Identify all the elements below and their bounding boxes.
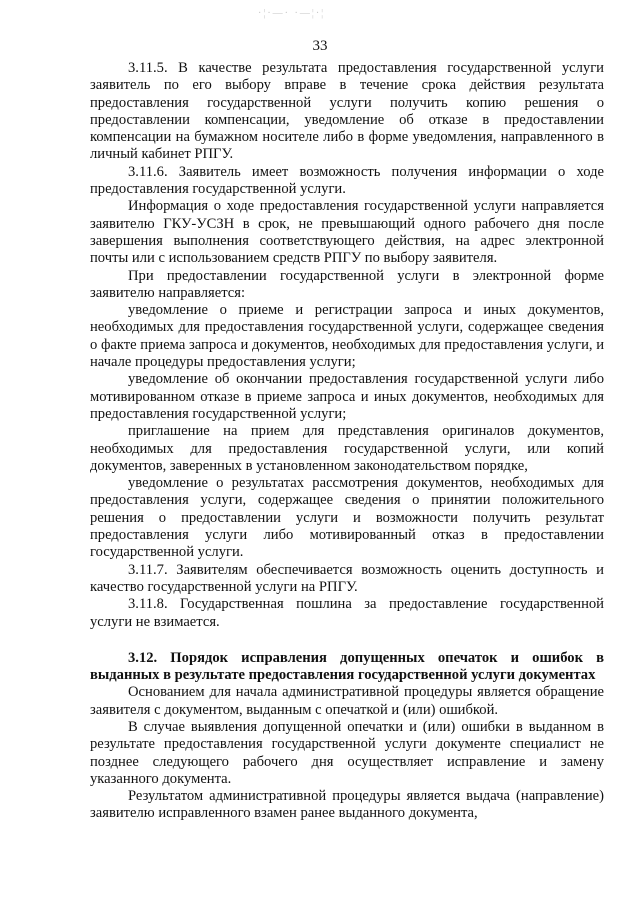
paragraph-3-11-6: 3.11.6. Заявитель имеет возможность получения информации о ходе предоставления государственной услуги. bbox=[90, 163, 604, 198]
list-item-review-results-notice: уведомление о результатах рассмотрения документов, необходимых для предоставления услуги, содержащее сведения о принятии положительного решения о предоставлении услуги и возможности получить результат предоставления услуги либо мотивированный отказ в предоставлении государственной услуги. bbox=[90, 475, 604, 561]
paragraph-info-progress: Информация о ходе предоставления государственной услуги направляется заявителю ГКУ-УСЗН в срок, не превышающий одного рабочего дня после завершения выполнения соответствующего действия, на адрес электронной почты или с использованием средств РПГУ по выбору заявителя. bbox=[90, 198, 604, 267]
paragraph-procedure-result: Результатом административной процедуры является выдача (направление) заявителю исправленного взамен ранее выданного документа, bbox=[90, 788, 604, 822]
list-item-appointment-invitation: приглашение на прием для представления оригиналов документов, необходимых для предоставления государственной услуги, или копий документов, заверенных в установленном законодательством порядке, bbox=[90, 423, 604, 474]
paragraph-electronic-form: При предоставлении государственной услуги в электронной форме заявителю направляется: bbox=[90, 267, 604, 301]
list-item-receipt-notice: уведомление о приеме и регистрации запроса и иных документов, необходимых для предоставления государственной услуги, содержащее сведения о факте приема запроса и документов, необходимых для предоставления услуги, и начале процедуры предоставления услуги; bbox=[90, 302, 604, 371]
paragraph-error-correction: В случае выявления допущенной опечатки и (или) ошибки в выданном в результате предоставления государственной услуги документе специалист не позднее следующего рабочего дня осуществляет исправление и замену указанного документа. bbox=[90, 718, 604, 787]
paragraph-3-11-5: 3.11.5. В качестве результата предоставления государственной услуги заявитель по его выбору вправе в течение срока действия результата предоставления государственной услуги получить копию решения о предоставлении компенсации, уведомление об отказе в предоставлении компенсации на бумажном носителе либо в форме уведомления, направленного в личный кабинет РПГУ. bbox=[90, 60, 604, 163]
faint-stamp-mark: ·¦·—· ·—¦·¦ bbox=[258, 8, 326, 19]
document-body bbox=[90, 60, 604, 823]
paragraph-3-11-7: 3.11.7. Заявителям обеспечивается возможность оценить доступность и качество государственной услуги на РПГУ. bbox=[90, 561, 604, 595]
page-number: 33 bbox=[312, 38, 328, 54]
section-heading-3-12: 3.12. Порядок исправления допущенных опечаток и ошибок в выданных в результате предоставления государственной услуги документах bbox=[90, 649, 604, 684]
list-item-completion-notice: уведомление об окончании предоставления государственной услуги либо мотивированном отказе в приеме запроса и иных документов, необходимых для предоставления государственной услуги; bbox=[90, 371, 604, 422]
paragraph-3-11-8: 3.11.8. Государственная пошлина за предоставление государственной услуги не взимается. bbox=[90, 596, 604, 630]
paragraph-procedure-basis: Основанием для начала административной процедуры является обращение заявителя с документом, выданным с опечаткой и (или) ошибкой. bbox=[90, 684, 604, 718]
